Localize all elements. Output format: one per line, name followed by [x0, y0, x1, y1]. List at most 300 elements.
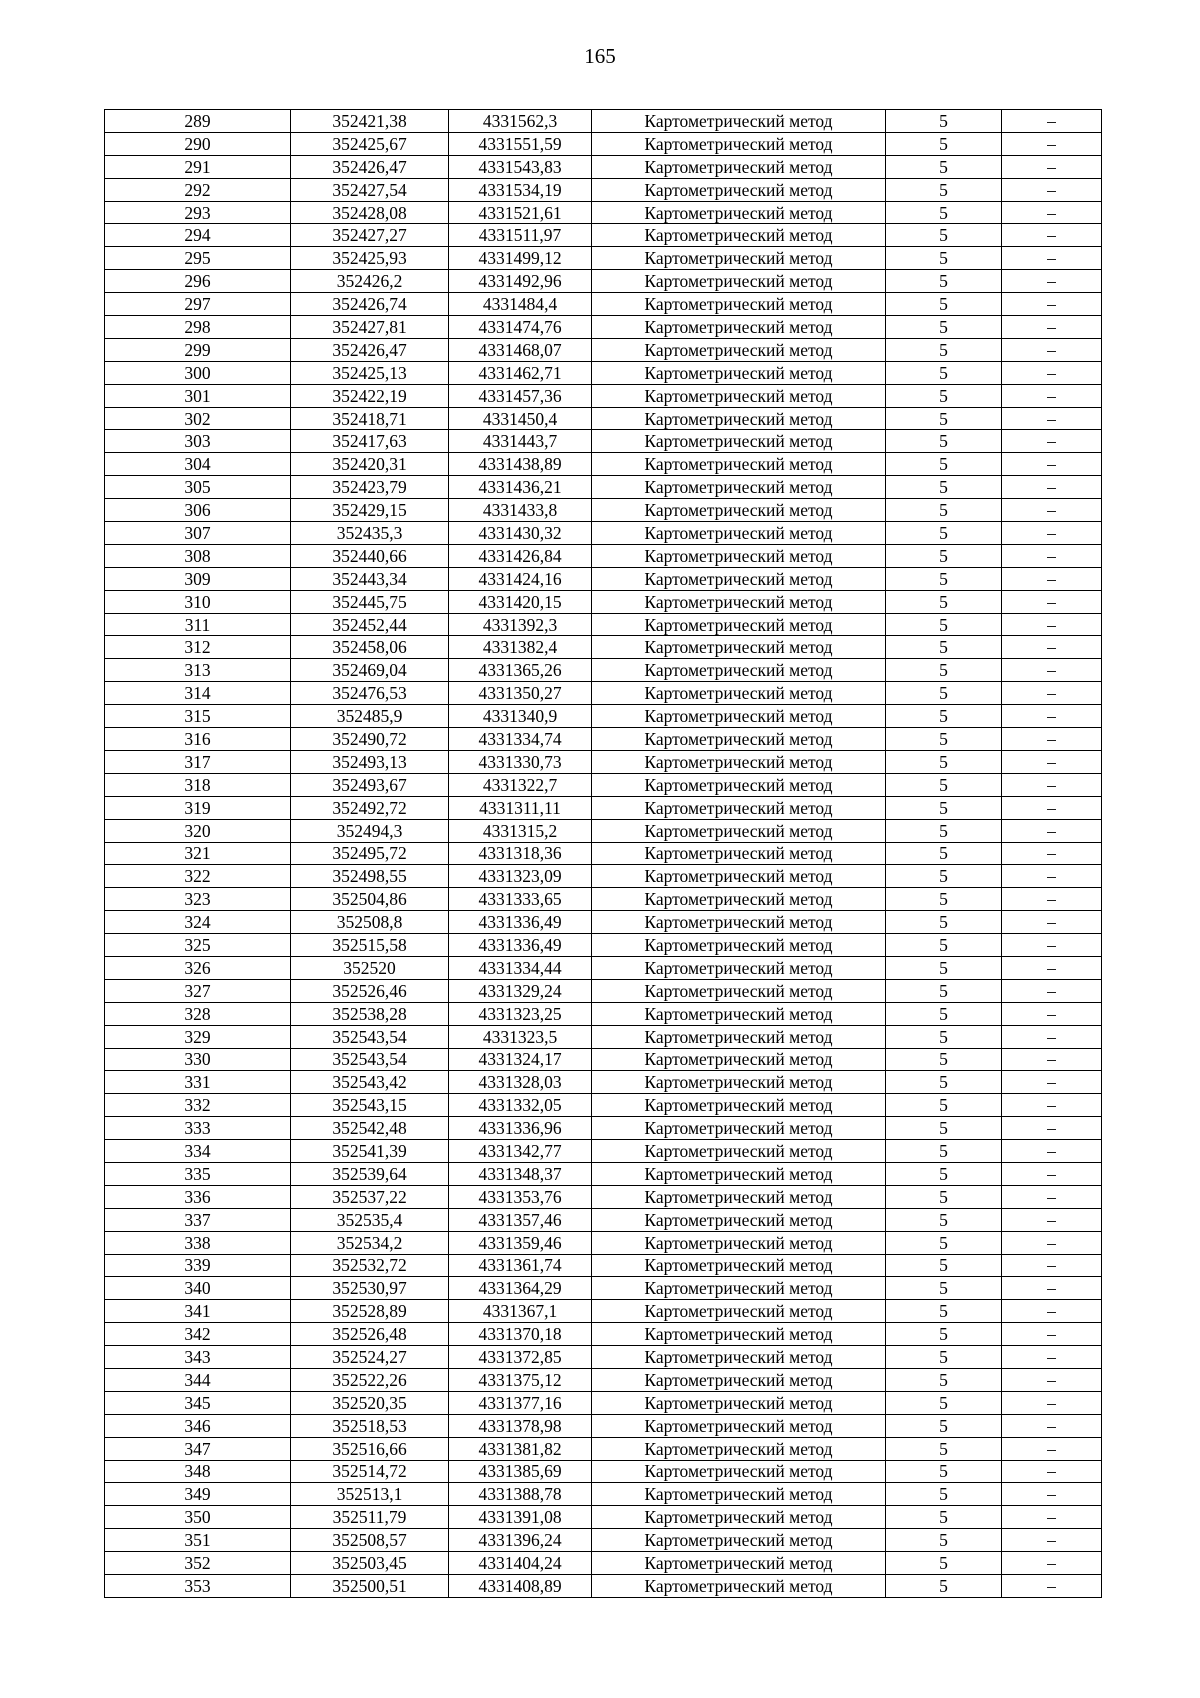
point-number-cell: 294: [105, 224, 291, 247]
x-coordinate-cell: 352530,97: [291, 1277, 449, 1300]
accuracy-cell: 5: [886, 430, 1002, 453]
note-cell: –: [1002, 293, 1102, 316]
point-number-cell: 299: [105, 338, 291, 361]
x-coordinate-cell: 352514,72: [291, 1460, 449, 1483]
note-cell: –: [1002, 1071, 1102, 1094]
table-row: [105, 1460, 1102, 1483]
x-coordinate-cell: 352469,04: [291, 659, 449, 682]
y-coordinate-cell: 4331433,8: [449, 499, 592, 522]
x-coordinate-cell: 352429,15: [291, 499, 449, 522]
note-cell: –: [1002, 155, 1102, 178]
x-coordinate-cell: 352511,79: [291, 1506, 449, 1529]
y-coordinate-cell: 4331315,2: [449, 819, 592, 842]
point-number-cell: 330: [105, 1048, 291, 1071]
table-row: [105, 1231, 1102, 1254]
method-cell: Картометрический метод: [592, 430, 886, 453]
table-row: [105, 1162, 1102, 1185]
y-coordinate-cell: 4331378,98: [449, 1414, 592, 1437]
point-number-cell: 321: [105, 842, 291, 865]
method-cell: Картометрический метод: [592, 1414, 886, 1437]
y-coordinate-cell: 4331340,9: [449, 705, 592, 728]
method-cell: Картометрический метод: [592, 1185, 886, 1208]
method-cell: Картометрический метод: [592, 499, 886, 522]
table-row: [105, 1437, 1102, 1460]
x-coordinate-cell: 352435,3: [291, 522, 449, 545]
point-number-cell: 346: [105, 1414, 291, 1437]
x-coordinate-cell: 352516,66: [291, 1437, 449, 1460]
accuracy-cell: 5: [886, 1346, 1002, 1369]
x-coordinate-cell: 352543,42: [291, 1071, 449, 1094]
y-coordinate-cell: 4331408,89: [449, 1575, 592, 1598]
table-row: [105, 590, 1102, 613]
table-row: [105, 247, 1102, 270]
x-coordinate-cell: 352422,19: [291, 384, 449, 407]
y-coordinate-cell: 4331350,27: [449, 682, 592, 705]
x-coordinate-cell: 352500,51: [291, 1575, 449, 1598]
accuracy-cell: 5: [886, 499, 1002, 522]
table-row: [105, 750, 1102, 773]
y-coordinate-cell: 4331457,36: [449, 384, 592, 407]
note-cell: –: [1002, 338, 1102, 361]
x-coordinate-cell: 352532,72: [291, 1254, 449, 1277]
x-coordinate-cell: 352520: [291, 956, 449, 979]
x-coordinate-cell: 352426,47: [291, 155, 449, 178]
x-coordinate-cell: 352492,72: [291, 796, 449, 819]
note-cell: –: [1002, 1552, 1102, 1575]
table-row: [105, 132, 1102, 155]
note-cell: –: [1002, 613, 1102, 636]
table-row: [105, 728, 1102, 751]
y-coordinate-cell: 4331328,03: [449, 1071, 592, 1094]
point-number-cell: 352: [105, 1552, 291, 1575]
method-cell: Картометрический метод: [592, 1323, 886, 1346]
point-number-cell: 332: [105, 1094, 291, 1117]
x-coordinate-cell: 352427,54: [291, 178, 449, 201]
y-coordinate-cell: 4331562,3: [449, 110, 592, 133]
accuracy-cell: 5: [886, 979, 1002, 1002]
y-coordinate-cell: 4331484,4: [449, 293, 592, 316]
y-coordinate-cell: 4331359,46: [449, 1231, 592, 1254]
table-row: [105, 430, 1102, 453]
accuracy-cell: 5: [886, 1529, 1002, 1552]
x-coordinate-cell: 352534,2: [291, 1231, 449, 1254]
x-coordinate-cell: 352490,72: [291, 728, 449, 751]
table-row: [105, 1117, 1102, 1140]
note-cell: –: [1002, 796, 1102, 819]
method-cell: Картометрический метод: [592, 178, 886, 201]
method-cell: Картометрический метод: [592, 1300, 886, 1323]
y-coordinate-cell: 4331375,12: [449, 1368, 592, 1391]
note-cell: –: [1002, 956, 1102, 979]
y-coordinate-cell: 4331336,49: [449, 911, 592, 934]
note-cell: –: [1002, 728, 1102, 751]
point-number-cell: 314: [105, 682, 291, 705]
note-cell: –: [1002, 1460, 1102, 1483]
x-coordinate-cell: 352428,08: [291, 201, 449, 224]
note-cell: –: [1002, 1414, 1102, 1437]
point-number-cell: 309: [105, 567, 291, 590]
table-row: [105, 659, 1102, 682]
accuracy-cell: 5: [886, 453, 1002, 476]
accuracy-cell: 5: [886, 636, 1002, 659]
method-cell: Картометрический метод: [592, 110, 886, 133]
table-row: [105, 316, 1102, 339]
accuracy-cell: 5: [886, 544, 1002, 567]
x-coordinate-cell: 352452,44: [291, 613, 449, 636]
page-number: 165: [584, 44, 616, 68]
note-cell: –: [1002, 1483, 1102, 1506]
y-coordinate-cell: 4331438,89: [449, 453, 592, 476]
method-cell: Картометрический метод: [592, 1025, 886, 1048]
x-coordinate-cell: 352528,89: [291, 1300, 449, 1323]
table-row: [105, 384, 1102, 407]
accuracy-cell: 5: [886, 1002, 1002, 1025]
point-number-cell: 306: [105, 499, 291, 522]
note-cell: –: [1002, 865, 1102, 888]
method-cell: Картометрический метод: [592, 659, 886, 682]
table-row: [105, 796, 1102, 819]
x-coordinate-cell: 352535,4: [291, 1208, 449, 1231]
note-cell: –: [1002, 430, 1102, 453]
table-row: [105, 865, 1102, 888]
x-coordinate-cell: 352443,34: [291, 567, 449, 590]
table-row: [105, 499, 1102, 522]
note-cell: –: [1002, 1254, 1102, 1277]
accuracy-cell: 5: [886, 1094, 1002, 1117]
point-number-cell: 290: [105, 132, 291, 155]
note-cell: –: [1002, 1391, 1102, 1414]
point-number-cell: 328: [105, 1002, 291, 1025]
accuracy-cell: 5: [886, 338, 1002, 361]
y-coordinate-cell: 4331367,1: [449, 1300, 592, 1323]
accuracy-cell: 5: [886, 1025, 1002, 1048]
accuracy-cell: 5: [886, 567, 1002, 590]
point-number-cell: 289: [105, 110, 291, 133]
table-row: [105, 1094, 1102, 1117]
x-coordinate-cell: 352427,81: [291, 316, 449, 339]
method-cell: Картометрический метод: [592, 911, 886, 934]
note-cell: –: [1002, 888, 1102, 911]
coordinates-table: [104, 109, 1102, 1598]
table-row: [105, 1300, 1102, 1323]
table-row: [105, 1140, 1102, 1163]
table-row: [105, 956, 1102, 979]
accuracy-cell: 5: [886, 956, 1002, 979]
y-coordinate-cell: 4331361,74: [449, 1254, 592, 1277]
y-coordinate-cell: 4331342,77: [449, 1140, 592, 1163]
y-coordinate-cell: 4331318,36: [449, 842, 592, 865]
point-number-cell: 336: [105, 1185, 291, 1208]
method-cell: Картометрический метод: [592, 1117, 886, 1140]
table-row: [105, 819, 1102, 842]
method-cell: Картометрический метод: [592, 1529, 886, 1552]
x-coordinate-cell: 352503,45: [291, 1552, 449, 1575]
method-cell: Картометрический метод: [592, 1162, 886, 1185]
accuracy-cell: 5: [886, 865, 1002, 888]
point-number-cell: 320: [105, 819, 291, 842]
accuracy-cell: 5: [886, 155, 1002, 178]
accuracy-cell: 5: [886, 613, 1002, 636]
note-cell: –: [1002, 934, 1102, 957]
accuracy-cell: 5: [886, 110, 1002, 133]
note-cell: –: [1002, 132, 1102, 155]
table-row: [105, 1391, 1102, 1414]
table-row: [105, 682, 1102, 705]
x-coordinate-cell: 352524,27: [291, 1346, 449, 1369]
x-coordinate-cell: 352417,63: [291, 430, 449, 453]
table-row: [105, 911, 1102, 934]
note-cell: –: [1002, 453, 1102, 476]
table-row: [105, 1323, 1102, 1346]
x-coordinate-cell: 352494,3: [291, 819, 449, 842]
method-cell: Картометрический метод: [592, 293, 886, 316]
table-row: [105, 1071, 1102, 1094]
table-row: [105, 1048, 1102, 1071]
point-number-cell: 298: [105, 316, 291, 339]
accuracy-cell: 5: [886, 750, 1002, 773]
method-cell: Картометрический метод: [592, 567, 886, 590]
accuracy-cell: 5: [886, 1208, 1002, 1231]
method-cell: Картометрический метод: [592, 750, 886, 773]
point-number-cell: 317: [105, 750, 291, 773]
y-coordinate-cell: 4331332,05: [449, 1094, 592, 1117]
point-number-cell: 308: [105, 544, 291, 567]
point-number-cell: 293: [105, 201, 291, 224]
point-number-cell: 331: [105, 1071, 291, 1094]
note-cell: –: [1002, 659, 1102, 682]
table-row: [105, 453, 1102, 476]
point-number-cell: 324: [105, 911, 291, 934]
x-coordinate-cell: 352458,06: [291, 636, 449, 659]
table-row: [105, 842, 1102, 865]
method-cell: Картометрический метод: [592, 224, 886, 247]
point-number-cell: 313: [105, 659, 291, 682]
accuracy-cell: 5: [886, 1117, 1002, 1140]
accuracy-cell: 5: [886, 224, 1002, 247]
table-row: [105, 1368, 1102, 1391]
y-coordinate-cell: 4331430,32: [449, 522, 592, 545]
table-row: [105, 407, 1102, 430]
y-coordinate-cell: 4331322,7: [449, 773, 592, 796]
method-cell: Картометрический метод: [592, 1094, 886, 1117]
note-cell: –: [1002, 567, 1102, 590]
note-cell: –: [1002, 1094, 1102, 1117]
table-row: [105, 1208, 1102, 1231]
y-coordinate-cell: 4331443,7: [449, 430, 592, 453]
y-coordinate-cell: 4331334,44: [449, 956, 592, 979]
note-cell: –: [1002, 110, 1102, 133]
point-number-cell: 305: [105, 476, 291, 499]
point-number-cell: 350: [105, 1506, 291, 1529]
method-cell: Картометрический метод: [592, 979, 886, 1002]
accuracy-cell: 5: [886, 476, 1002, 499]
y-coordinate-cell: 4331468,07: [449, 338, 592, 361]
accuracy-cell: 5: [886, 384, 1002, 407]
note-cell: –: [1002, 1346, 1102, 1369]
accuracy-cell: 5: [886, 270, 1002, 293]
accuracy-cell: 5: [886, 1048, 1002, 1071]
table-row: [105, 1552, 1102, 1575]
method-cell: Картометрический метод: [592, 384, 886, 407]
y-coordinate-cell: 4331391,08: [449, 1506, 592, 1529]
accuracy-cell: 5: [886, 1483, 1002, 1506]
note-cell: –: [1002, 1368, 1102, 1391]
y-coordinate-cell: 4331377,16: [449, 1391, 592, 1414]
y-coordinate-cell: 4331521,61: [449, 201, 592, 224]
y-coordinate-cell: 4331323,5: [449, 1025, 592, 1048]
method-cell: Картометрический метод: [592, 1048, 886, 1071]
point-number-cell: 307: [105, 522, 291, 545]
accuracy-cell: 5: [886, 1185, 1002, 1208]
point-number-cell: 344: [105, 1368, 291, 1391]
note-cell: –: [1002, 1048, 1102, 1071]
note-cell: –: [1002, 499, 1102, 522]
point-number-cell: 351: [105, 1529, 291, 1552]
method-cell: Картометрический метод: [592, 132, 886, 155]
table-row: [105, 178, 1102, 201]
note-cell: –: [1002, 522, 1102, 545]
accuracy-cell: 5: [886, 316, 1002, 339]
point-number-cell: 342: [105, 1323, 291, 1346]
method-cell: Картометрический метод: [592, 1002, 886, 1025]
point-number-cell: 345: [105, 1391, 291, 1414]
accuracy-cell: 5: [886, 1254, 1002, 1277]
point-number-cell: 295: [105, 247, 291, 270]
y-coordinate-cell: 4331392,3: [449, 613, 592, 636]
y-coordinate-cell: 4331543,83: [449, 155, 592, 178]
table-row: [105, 1254, 1102, 1277]
point-number-cell: 347: [105, 1437, 291, 1460]
note-cell: –: [1002, 1437, 1102, 1460]
y-coordinate-cell: 4331474,76: [449, 316, 592, 339]
y-coordinate-cell: 4331551,59: [449, 132, 592, 155]
y-coordinate-cell: 4331334,74: [449, 728, 592, 751]
method-cell: Картометрический метод: [592, 1231, 886, 1254]
point-number-cell: 322: [105, 865, 291, 888]
table-row: [105, 476, 1102, 499]
point-number-cell: 292: [105, 178, 291, 201]
note-cell: –: [1002, 590, 1102, 613]
note-cell: –: [1002, 1277, 1102, 1300]
accuracy-cell: 5: [886, 590, 1002, 613]
y-coordinate-cell: 4331333,65: [449, 888, 592, 911]
method-cell: Картометрический метод: [592, 1483, 886, 1506]
method-cell: Картометрический метод: [592, 1346, 886, 1369]
method-cell: Картометрический метод: [592, 1368, 886, 1391]
method-cell: Картометрический метод: [592, 934, 886, 957]
accuracy-cell: 5: [886, 1552, 1002, 1575]
note-cell: –: [1002, 316, 1102, 339]
x-coordinate-cell: 352538,28: [291, 1002, 449, 1025]
accuracy-cell: 5: [886, 934, 1002, 957]
x-coordinate-cell: 352425,93: [291, 247, 449, 270]
point-number-cell: 303: [105, 430, 291, 453]
point-number-cell: 333: [105, 1117, 291, 1140]
x-coordinate-cell: 352498,55: [291, 865, 449, 888]
point-number-cell: 349: [105, 1483, 291, 1506]
point-number-cell: 348: [105, 1460, 291, 1483]
table-row: [105, 888, 1102, 911]
y-coordinate-cell: 4331364,29: [449, 1277, 592, 1300]
point-number-cell: 316: [105, 728, 291, 751]
accuracy-cell: 5: [886, 1277, 1002, 1300]
x-coordinate-cell: 352543,15: [291, 1094, 449, 1117]
method-cell: Картометрический метод: [592, 613, 886, 636]
method-cell: Картометрический метод: [592, 544, 886, 567]
x-coordinate-cell: 352495,72: [291, 842, 449, 865]
method-cell: Картометрический метод: [592, 773, 886, 796]
y-coordinate-cell: 4331404,24: [449, 1552, 592, 1575]
y-coordinate-cell: 4331365,26: [449, 659, 592, 682]
accuracy-cell: 5: [886, 201, 1002, 224]
table-row: [105, 613, 1102, 636]
note-cell: –: [1002, 1575, 1102, 1598]
point-number-cell: 311: [105, 613, 291, 636]
note-cell: –: [1002, 270, 1102, 293]
table-row: [105, 544, 1102, 567]
x-coordinate-cell: 352493,13: [291, 750, 449, 773]
accuracy-cell: 5: [886, 293, 1002, 316]
point-number-cell: 339: [105, 1254, 291, 1277]
x-coordinate-cell: 352541,39: [291, 1140, 449, 1163]
accuracy-cell: 5: [886, 1414, 1002, 1437]
point-number-cell: 315: [105, 705, 291, 728]
table-row: [105, 201, 1102, 224]
table-row: [105, 1483, 1102, 1506]
y-coordinate-cell: 4331329,24: [449, 979, 592, 1002]
y-coordinate-cell: 4331372,85: [449, 1346, 592, 1369]
method-cell: Картометрический метод: [592, 1552, 886, 1575]
accuracy-cell: 5: [886, 1140, 1002, 1163]
note-cell: –: [1002, 773, 1102, 796]
table-row: [105, 773, 1102, 796]
method-cell: Картометрический метод: [592, 522, 886, 545]
accuracy-cell: 5: [886, 1437, 1002, 1460]
x-coordinate-cell: 352515,58: [291, 934, 449, 957]
x-coordinate-cell: 352508,57: [291, 1529, 449, 1552]
table-row: [105, 1529, 1102, 1552]
y-coordinate-cell: 4331424,16: [449, 567, 592, 590]
note-cell: –: [1002, 636, 1102, 659]
note-cell: –: [1002, 201, 1102, 224]
x-coordinate-cell: 352543,54: [291, 1048, 449, 1071]
point-number-cell: 343: [105, 1346, 291, 1369]
note-cell: –: [1002, 750, 1102, 773]
accuracy-cell: 5: [886, 1506, 1002, 1529]
accuracy-cell: 5: [886, 1368, 1002, 1391]
table-row: [105, 705, 1102, 728]
x-coordinate-cell: 352493,67: [291, 773, 449, 796]
accuracy-cell: 5: [886, 819, 1002, 842]
y-coordinate-cell: 4331353,76: [449, 1185, 592, 1208]
point-number-cell: 334: [105, 1140, 291, 1163]
note-cell: –: [1002, 1162, 1102, 1185]
table-row: [105, 293, 1102, 316]
x-coordinate-cell: 352476,53: [291, 682, 449, 705]
y-coordinate-cell: 4331324,17: [449, 1048, 592, 1071]
x-coordinate-cell: 352542,48: [291, 1117, 449, 1140]
note-cell: –: [1002, 911, 1102, 934]
table-row: [105, 1414, 1102, 1437]
accuracy-cell: 5: [886, 659, 1002, 682]
x-coordinate-cell: 352520,35: [291, 1391, 449, 1414]
x-coordinate-cell: 352485,9: [291, 705, 449, 728]
note-cell: –: [1002, 1300, 1102, 1323]
method-cell: Картометрический метод: [592, 705, 886, 728]
method-cell: Картометрический метод: [592, 247, 886, 270]
note-cell: –: [1002, 224, 1102, 247]
method-cell: Картометрический метод: [592, 453, 886, 476]
